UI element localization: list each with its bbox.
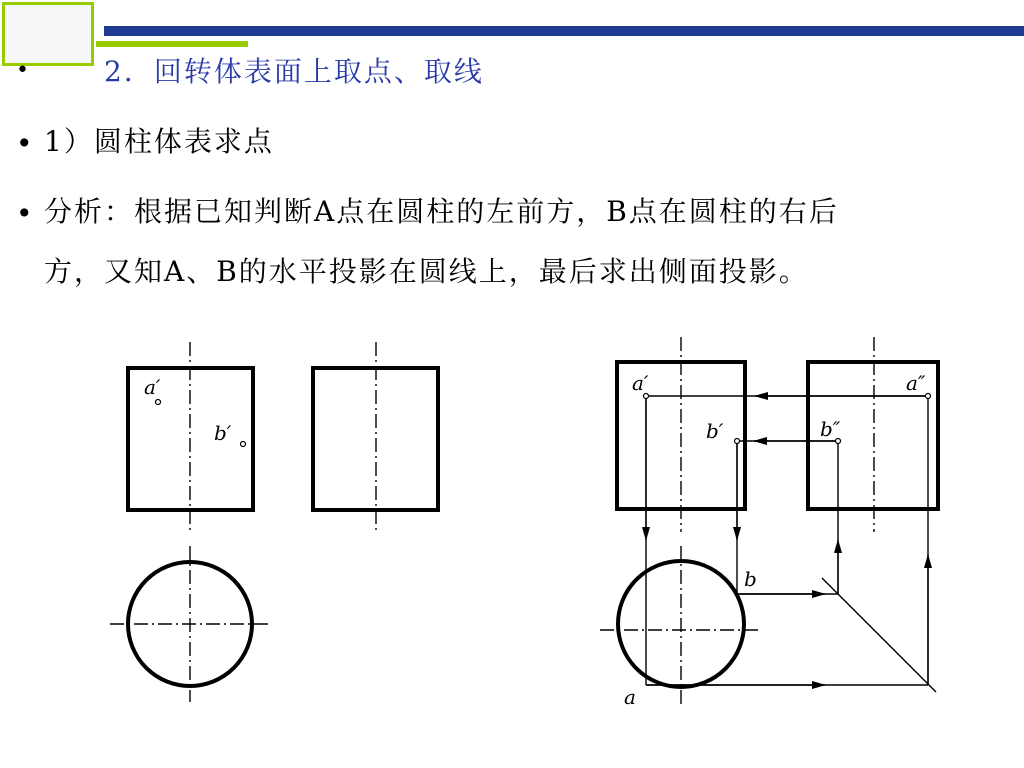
right-label-b-side: b″ <box>820 417 841 441</box>
right-point-b-front <box>735 439 740 444</box>
left-point-a <box>156 400 161 405</box>
subtitle: 1）圆柱体表求点 <box>44 125 274 158</box>
right-label-a-front: a′ <box>632 371 649 395</box>
bullet-1: • <box>16 58 29 83</box>
left-projection-group <box>110 342 438 702</box>
bullet-2: • <box>16 127 33 160</box>
right-label-b-top: b <box>744 567 757 591</box>
right-projection-group <box>600 337 938 709</box>
bullet-3: • <box>16 197 33 230</box>
left-label-a-front: a′ <box>144 375 161 399</box>
slide-title: 2．回转体表面上取点、取线 <box>104 55 484 88</box>
right-label-b-front: b′ <box>706 419 724 443</box>
analysis-line-2: 方，又知A、B的水平投影在圆线上，最后求出侧面投影。 <box>44 255 809 288</box>
right-point-a-side <box>926 394 931 399</box>
45-degree-miter-line <box>822 578 936 692</box>
left-label-b-front: b′ <box>214 421 232 445</box>
right-label-a-side: a″ <box>906 371 926 395</box>
right-label-a-top: a <box>624 685 636 709</box>
left-point-b <box>241 442 246 447</box>
analysis-line-1: 分析：根据已知判断A点在圆柱的左前方，B点在圆柱的右后 <box>44 195 839 228</box>
